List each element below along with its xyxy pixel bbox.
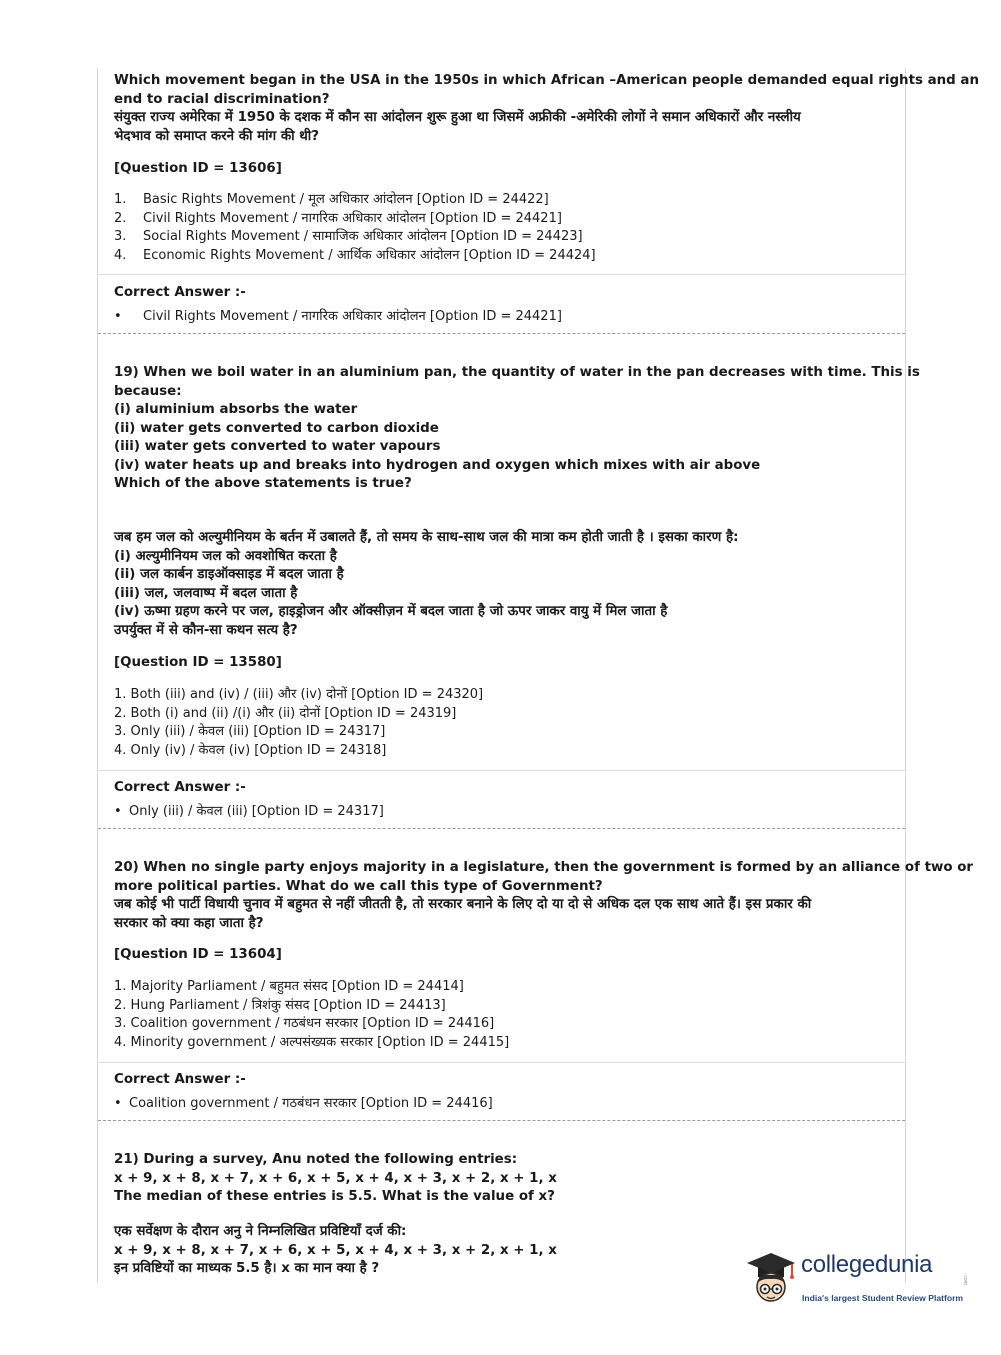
question-18-english-line-2: end to racial discrimination? [114,91,330,107]
question-separator [98,828,905,829]
option-item: 3. Coalition government / गठबंधन सरकार [Option ID = 24416] [114,1016,495,1032]
question-19-english-line: Which of the above statements is true? [114,476,412,491]
option-item: 3. Social Rights Movement / सामाजिक अधिकार आंदोलन [Option ID = 24423] [114,229,583,245]
option-item: 2. Hung Parliament / त्रिशंकु संसद [Option ID = 24413] [114,997,446,1013]
correct-answer-label: Correct Answer :- [114,780,246,795]
question-20-text [114,859,974,933]
question-21-english-line: x + 9, x + 8, x + 7, x + 6, x + 5, x + 4, x + 3, x + 2, x + 1, x [114,1170,557,1186]
question-21-english-line: The median of these entries is 5.5. What is the value of x? [114,1189,555,1204]
question-21-hindi-line: एक सर्वेक्षण के दौरान अनु ने निम्नलिखित प्रविष्टियाँ दर्ज की: [114,1224,407,1239]
correct-answer-label: Correct Answer :- [114,1072,246,1087]
option-item: 1. Basic Rights Movement / मूल अधिकार आंदोलन [Option ID = 24422] [114,192,549,207]
question-19-hindi-line: जब हम जल को अल्युमीनियम के बर्तन में उबालते हैं, तो समय के साथ-साथ जल की मात्रा कम होती जाती है । इसका कारण है: [114,530,739,545]
option-item: 3. Only (iii) / केवल (iii) [Option ID = 24317] [114,724,386,740]
question-18-id: [Question ID = 13606] [114,161,282,176]
option-item: 4. Only (iv) / केवल (iv) [Option ID = 24318] [114,742,387,758]
question-18-text [114,72,979,146]
question-21-english-line: 21) During a survey, Anu noted the following entries: [114,1152,518,1167]
question-19-hindi-line: (iv) ऊष्मा ग्रहण करने पर जल, हाइड्रोजन और ऑक्सीज़न में बदल जाता है जो ऊपर जाकर वायु में मिल जाता है [114,604,668,619]
brand-name: collegedunia [801,1251,933,1278]
question-20-english-line-2: more political parties. What do we call this type of Government? [114,878,603,894]
question-20-options [114,978,891,1052]
option-item: 1. Majority Parliament / बहुमत संसद [Option ID = 24414] [114,979,464,994]
question-19-hindi-text [114,529,891,640]
question-20-english-line-1: 20) When no single party enjoys majority in a legislature, then the government is formed by an alliance of two or [114,860,974,875]
question-21-text [114,1151,891,1207]
question-19-hindi-line: (iii) जल, जलवाष्प में बदल जाता है [114,585,298,601]
divider [98,1062,905,1063]
correct-answer-label: Correct Answer :- [114,285,246,300]
question-21-hindi-line: इन प्रविष्टियों का माध्यक 5.5 है। x का मान क्या है ? [114,1261,380,1276]
question-20-hindi-line-2: सरकार को क्या कहा जाता है? [114,915,264,931]
question-19-english-line: (iii) water gets converted to water vapours [114,439,441,454]
brand-tagline: India's largest Student Review Platform [802,1293,964,1303]
question-20-hindi-line-1: जब कोई भी पार्टी विधायी चुनाव में बहुमत से नहीं जीतती है, तो सरकार बनाने के लिए दो या दो से अधिक दल एक साथ आते हैं। इस प्रकार की [114,897,812,912]
question-19-english-line: 19) When we boil water in an aluminium pan, the quantity of water in the pan decreases with time. This is [114,365,920,380]
correct-answer: • Civil Rights Movement / नागरिक अधिकार आंदोलन [Option ID = 24421] [114,309,562,324]
question-20-id: [Question ID = 13604] [114,947,282,962]
question-19-text [114,364,920,494]
question-19-hindi-line: उपर्युक्त में से कौन-सा कथन सत्य है? [114,622,298,638]
option-item: 2. Civil Rights Movement / नागरिक अधिकार आंदोलन [Option ID = 24421] [114,210,562,226]
question-19-options [114,686,891,760]
question-19-english-line: (iv) water heats up and breaks into hydrogen and oxygen which mixes with air above [114,457,761,473]
question-18-english-line-1: Which movement began in the USA in the 1950s in which African –American people demanded equal rights and an [114,73,979,88]
divider [98,274,905,275]
question-18-hindi-line-1: संयुक्त राज्य अमेरिका में 1950 के दशक में कौन सा आंदोलन शुरू हुआ था जिसमें अफ्रीकी -अमेरिकी लोगों ने समान अधिकारों और नस्लीय [114,110,801,125]
question-18-hindi-line-2: भेदभाव को समाप्त करने की मांग की थी? [114,128,320,144]
question-separator [98,1120,905,1121]
question-19-english-line: because: [114,383,182,399]
option-item: 4. Economic Rights Movement / आर्थिक अधिकार आंदोलन [Option ID = 24424] [114,247,596,263]
option-item: 4. Minority government / अल्पसंख्यक सरकार [Option ID = 24415] [114,1034,510,1050]
question-19-hindi-line: (i) अल्युमीनियम जल को अवशोषित करता है [114,548,337,564]
collegedunia-logo [741,1247,971,1311]
student-mascot-icon [741,1247,803,1309]
option-item: 2. Both (i) and (ii) /(i) और (ii) दोनों [Option ID = 24319] [114,705,457,721]
correct-answer: • Coalition government / गठबंधन सरकार [Option ID = 24416] [114,1096,493,1111]
question-separator [98,333,905,334]
correct-answer: • Only (iii) / केवल (iii) [Option ID = 24317] [114,804,384,819]
option-item: 1. Both (iii) and (iv) / (iii) और (iv) दोनों [Option ID = 24320] [114,687,484,702]
divider [98,770,905,771]
question-19-id: [Question ID = 13580] [114,655,282,670]
question-21-hindi-line: x + 9, x + 8, x + 7, x + 6, x + 5, x + 4, x + 3, x + 2, x + 1, x [114,1242,557,1258]
question-19-english-line: (i) aluminium absorbs the water [114,402,358,417]
brand-domain: .com [962,1274,968,1285]
question-19-english-line: (ii) water gets converted to carbon dioxide [114,420,439,436]
question-19-hindi-line: (ii) जल कार्बन डाइऑक्साइड में बदल जाता है [114,567,344,582]
question-18-options [114,191,891,265]
